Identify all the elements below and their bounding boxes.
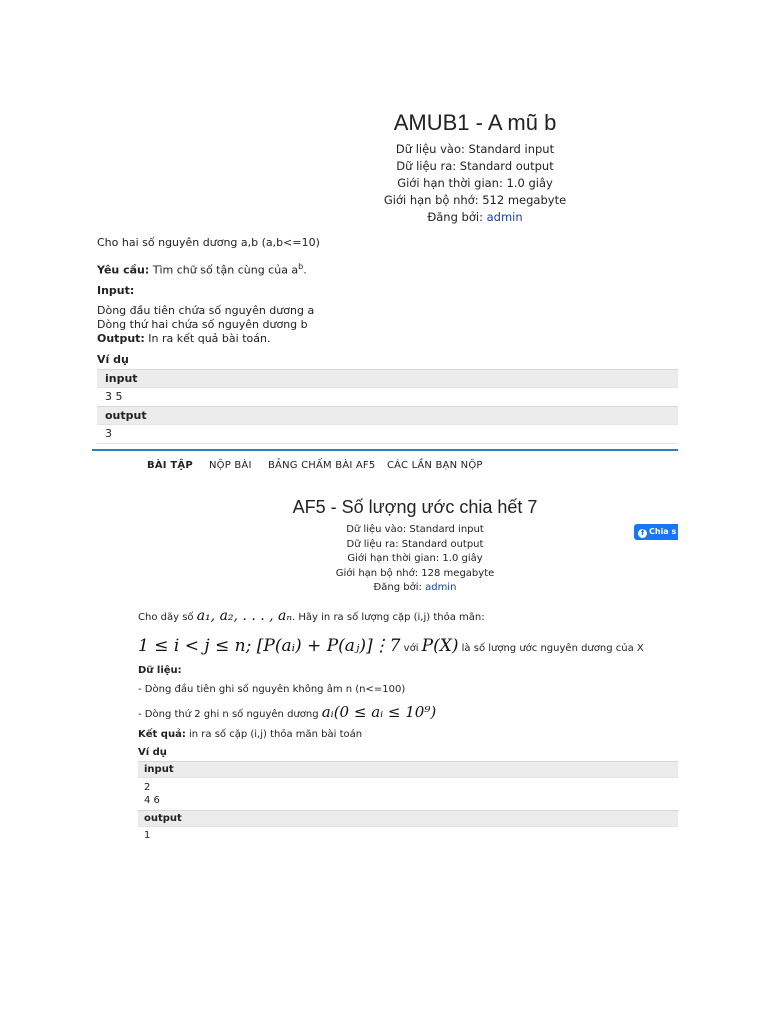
nav-bai-tap[interactable]: BÀI TẬP xyxy=(147,460,193,471)
problem1-statement: Cho hai số nguyên dương a,b (a,b<=10) xyxy=(97,236,320,249)
facebook-icon: f xyxy=(638,529,647,538)
problem2-title: AF5 - Số lượng ước chia hết 7 xyxy=(292,497,538,517)
example-input-header: input xyxy=(97,369,678,387)
problem2-meta xyxy=(255,523,575,596)
section-divider xyxy=(92,449,678,451)
meta-memory-limit: Giới hạn bộ nhớ: 128 megabyte xyxy=(335,567,495,579)
meta-time-limit: Giới hạn thời gian: 1.0 giây xyxy=(397,176,553,190)
nav-bang-cham[interactable]: BẢNG CHẤM BÀI AF5 xyxy=(268,460,376,471)
problem2-statement: Cho dãy số a₁, a₂, . . . , aₙ. Hãy in ra số lượng cặp (i,j) thỏa mãn: xyxy=(138,608,485,624)
problem2-data-heading: Dữ liệu: xyxy=(138,665,182,676)
meta-author: Đăng bởi: admin xyxy=(427,210,523,224)
problem1-requirement: Yêu cầu: Tìm chữ số tận cùng của $a^b$. xyxy=(97,262,307,277)
example-input-value: 3 5 xyxy=(97,387,678,406)
author-link[interactable]: admin xyxy=(425,582,457,593)
problem1-input-heading: Input: xyxy=(97,284,135,297)
meta-input: Dữ liệu vào: Standard input xyxy=(346,524,484,535)
facebook-share-button[interactable]: f Chia s xyxy=(634,524,678,540)
meta-author: Đăng bởi: admin xyxy=(373,582,457,593)
example-output-header: output xyxy=(97,406,678,424)
problem2-example-table xyxy=(138,761,678,844)
example-input-header: input xyxy=(138,761,678,777)
meta-output: Dữ liệu ra: Standard output xyxy=(346,538,484,550)
problem2-data-line1: - Dòng đầu tiên ghi số nguyên không âm n (n<=100) xyxy=(138,684,406,695)
meta-output: Dữ liệu ra: Standard output xyxy=(396,159,554,173)
meta-time-limit: Giới hạn thời gian: 1.0 giây xyxy=(347,553,483,564)
meta-input: Dữ liệu vào: Standard input xyxy=(395,142,555,156)
problem2-result: Kết quả: in ra số cặp (i,j) thỏa mãn bài toán xyxy=(138,729,363,740)
meta-memory-limit: Giới hạn bộ nhớ: 512 megabyte xyxy=(383,193,567,207)
problem2-condition: 1 ≤ i < j ≤ n; [P(aᵢ) + P(aⱼ)]⋮7 với P(X) là số lượng ước nguyên dương của X xyxy=(138,636,644,656)
example-output-value: 1 xyxy=(138,826,678,844)
problem1-meta xyxy=(300,141,650,226)
nav-cac-lan-nop[interactable]: CÁC LẦN BẠN NỘP xyxy=(387,460,483,471)
nav-nop-bai[interactable]: NỘP BÀI xyxy=(209,460,252,471)
example-output-value: 3 xyxy=(97,424,678,444)
problem1-input-desc: Dòng đầu tiên chứa số nguyên dương a Dòng thứ hai chứa số nguyên dương b Output: In ra kết quả bài toán. xyxy=(97,304,315,345)
example-input-value: 2 4 6 xyxy=(138,777,678,810)
example-output-header: output xyxy=(138,810,678,826)
problem2-example-heading: Ví dụ xyxy=(138,747,167,758)
problem1-title: AMUB1 - A mũ b xyxy=(393,110,557,135)
problem1-example-table xyxy=(97,369,678,444)
author-link[interactable]: admin xyxy=(486,210,523,224)
problem2-data-line2: - Dòng thứ 2 ghi n số nguyên dương aᵢ(0 ≤ aᵢ ≤ 10⁹) xyxy=(138,703,437,721)
problem1-example-heading: Ví dụ xyxy=(97,353,129,366)
